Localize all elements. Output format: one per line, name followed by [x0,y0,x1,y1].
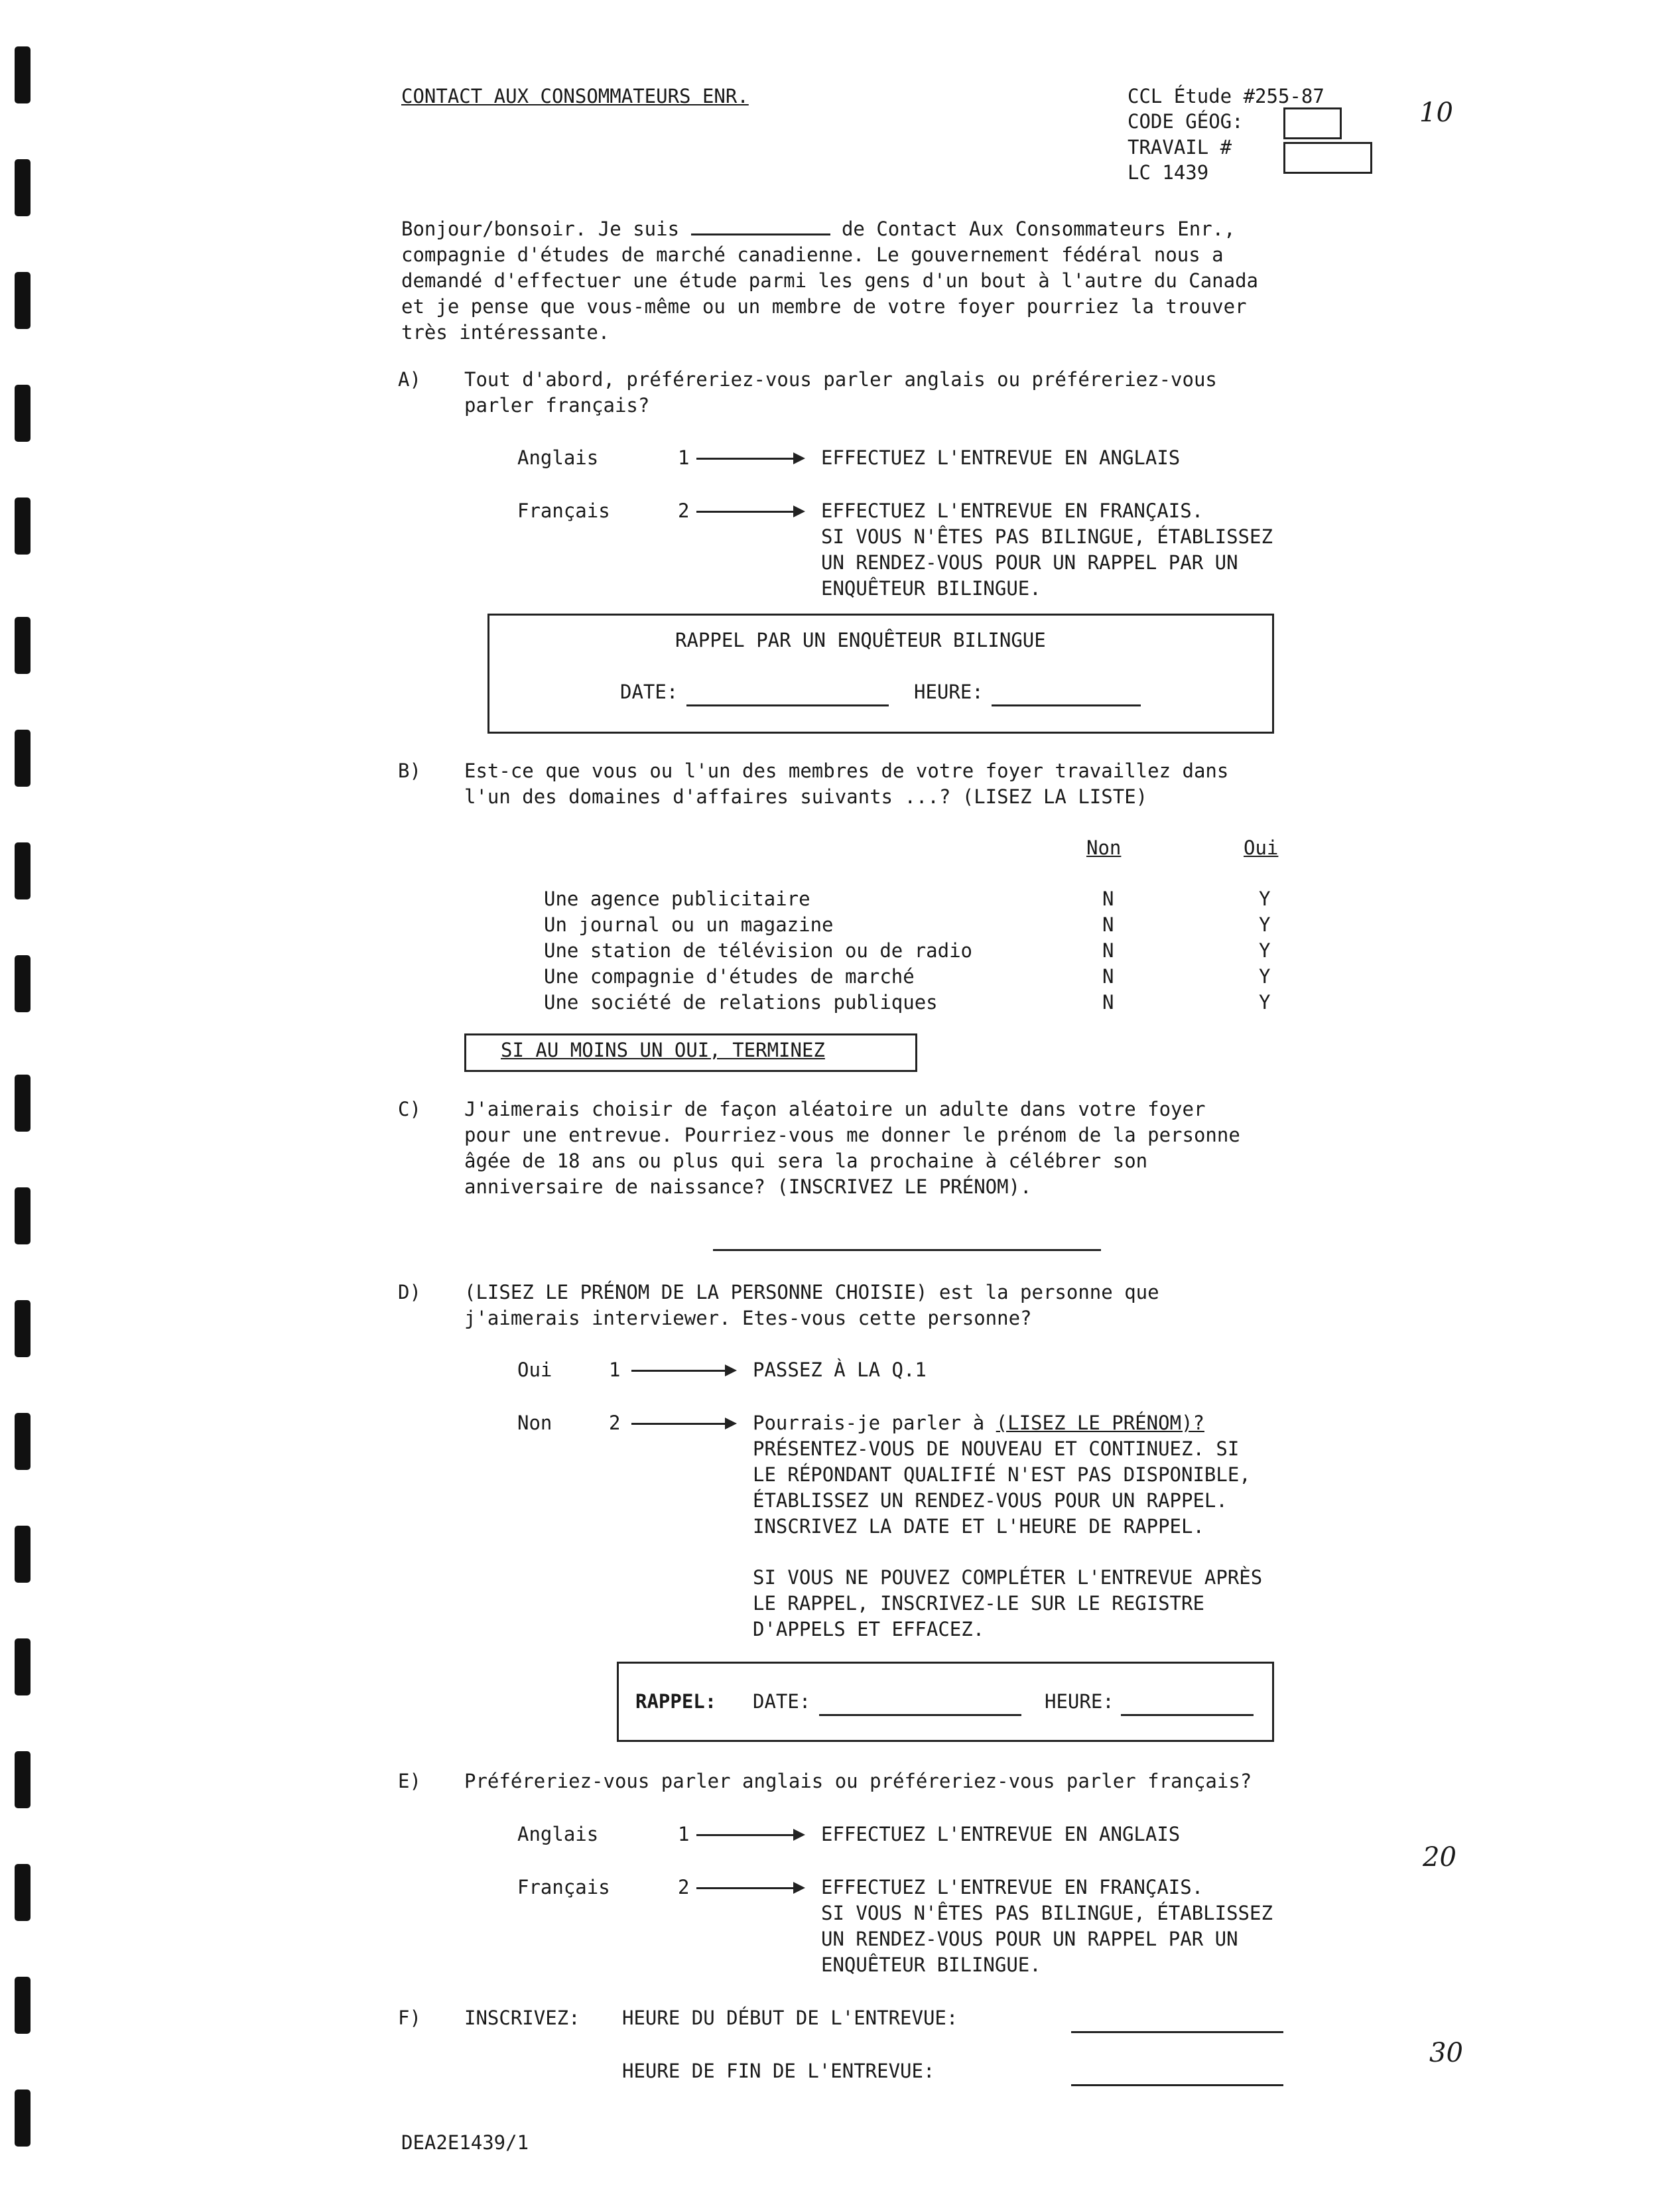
qd-option-2-instruction-4: ÉTABLISSEZ UN RENDEZ-VOUS POUR UN RAPPEL. [753,1489,1228,1512]
footer-code: DEA2E1439/1 [401,2131,529,2154]
qe-option-2-instruction-2: SI VOUS N'ÊTES PAS BILINGUE, ÉTABLISSEZ [821,1902,1273,1924]
qa-option-2-instruction-3: UN RENDEZ-VOUS POUR UN RAPPEL PAR UN [821,551,1238,574]
qa-option-2-instruction-4: ENQUÊTEUR BILINGUE. [821,577,1041,600]
arrow-icon [696,1834,803,1836]
bilingual-callback-title: RAPPEL PAR UN ENQUÊTEUR BILINGUE [675,629,1046,651]
qd-option-2-instruction-1: Pourrais-je parler à (LISEZ LE PRÉNOM)? [753,1412,1204,1434]
qa-option-1-label: Anglais [517,446,599,469]
punch-hole [15,1413,31,1470]
qa-option-2-instruction-2: SI VOUS N'ÊTES PAS BILINGUE, ÉTABLISSEZ [821,525,1273,548]
punch-hole [15,1751,31,1808]
bilingual-callback-time-field[interactable] [992,687,1141,706]
qe-option-2-label: Français [517,1876,610,1898]
bilingual-callback-time-label: HEURE: [914,681,984,703]
column-header-no: Non [1086,836,1122,859]
qe-option-2-instruction-4: ENQUÊTEUR BILINGUE. [821,1954,1041,1976]
intro-line-3: demandé d'effectuer une étude parmi les gens d'un bout à l'autre du Canada [401,269,1259,292]
question-c-line-4: anniversaire de naissance? (INSCRIVEZ LE PRÉNOM). [464,1175,1032,1198]
punch-hole [15,498,31,555]
question-a-label: A) [398,368,421,391]
question-b-line-2: l'un des domaines d'affaires suivants ...? (LISEZ LA LISTE) [464,785,1148,808]
margin-note-middle: 20 [1423,1842,1456,1873]
qe-option-1-label: Anglais [517,1823,599,1845]
question-b-line-1: Est-ce que vous ou l'un des membres de votre foyer travaillez dans [464,760,1229,782]
qa-option-1-instruction: EFFECTUEZ L'ENTREVUE EN ANGLAIS [821,446,1181,469]
answer-yes-code[interactable]: Y [1259,913,1271,936]
qd-option-1-label: Oui [517,1359,552,1381]
callback-time-field[interactable] [1121,1697,1254,1716]
question-a-line-1: Tout d'abord, préféreriez-vous parler anglais ou préféreriez-vous [464,368,1217,391]
column-header-yes: Oui [1244,836,1279,859]
punch-hole [15,1638,31,1695]
lc-number: LC 1439 [1128,161,1209,184]
question-c-line-1: J'aimerais choisir de façon aléatoire un adulte dans votre foyer [464,1098,1206,1120]
arrow-icon [696,511,803,513]
end-time-label: HEURE DE FIN DE L'ENTREVUE: [622,2060,935,2082]
qe-option-1-code[interactable]: 1 [678,1823,690,1845]
intro-line-2: compagnie d'études de marché canadienne. Le gouvernement fédéral nous a [401,243,1224,266]
question-c-line-2: pour une entrevue. Pourriez-vous me donner le prénom de la personne [464,1124,1240,1146]
qd-option-2-instruction-8: D'APPELS ET EFFACEZ. [753,1618,985,1640]
geo-code-box[interactable] [1283,107,1342,139]
punch-hole [15,272,31,329]
punch-hole [15,1300,31,1357]
punch-hole [15,842,31,899]
qa-option-2-instruction-1: EFFECTUEZ L'ENTREVUE EN FRANÇAIS. [821,499,1204,522]
question-d-label: D) [398,1281,421,1303]
arrow-icon [631,1423,734,1425]
job-label: TRAVAIL # [1128,136,1232,159]
punch-hole [15,1526,31,1583]
arrow-icon [696,1887,803,1889]
answer-yes-code[interactable]: Y [1259,991,1271,1014]
qd-option-2-instruction-7: LE RAPPEL, INSCRIVEZ-LE SUR LE REGISTRE [753,1592,1204,1615]
end-time-field[interactable] [1071,2067,1283,2086]
qd-option-2-instruction-5: INSCRIVEZ LA DATE ET L'HEURE DE RAPPEL. [753,1515,1204,1538]
margin-note-bottom: 30 [1429,2038,1463,2068]
answer-yes-code[interactable]: Y [1259,888,1271,910]
terminate-instruction: SI AU MOINS UN OUI, TERMINEZ [501,1039,825,1061]
arrow-icon [696,458,803,460]
punch-hole [15,385,31,442]
question-a-line-2: parler français? [464,394,650,417]
bilingual-callback-date-label: DATE: [620,681,678,703]
job-number-box[interactable] [1283,142,1372,174]
first-name-field[interactable] [713,1232,1101,1251]
business-sector-label: Une société de relations publiques [544,991,938,1014]
question-c-label: C) [398,1098,421,1120]
question-d-line-2: j'aimerais interviewer. Etes-vous cette personne? [464,1307,1032,1329]
start-time-label: HEURE DU DÉBUT DE L'ENTREVUE: [622,2007,958,2029]
intro-line-1: Bonjour/bonsoir. Je suis de Contact Aux Consommateurs Enr., [401,218,1236,240]
qa-option-1-code[interactable]: 1 [678,446,690,469]
business-sector-label: Un journal ou un magazine [544,913,834,936]
qa-option-2-code[interactable]: 2 [678,499,690,522]
punch-hole [15,1864,31,1921]
geo-code-label: CODE GÉOG: [1128,110,1244,133]
business-sector-label: Une compagnie d'études de marché [544,965,915,988]
punch-hole [15,1187,31,1244]
callback-date-field[interactable] [819,1697,1021,1716]
interviewer-name-blank[interactable] [691,216,830,235]
question-e-label: E) [398,1770,421,1792]
company-name: CONTACT AUX CONSOMMATEURS ENR. [401,85,749,107]
answer-no-code[interactable]: N [1102,913,1114,936]
punch-hole [15,46,31,103]
punch-hole [15,617,31,674]
question-e-line-1: Préféreriez-vous parler anglais ou préféreriez-vous parler français? [464,1770,1252,1792]
qe-option-2-instruction-1: EFFECTUEZ L'ENTREVUE EN FRANÇAIS. [821,1876,1204,1898]
answer-yes-code[interactable]: Y [1259,965,1271,988]
punch-hole [15,2090,31,2147]
callback-time-label: HEURE: [1045,1690,1114,1713]
arrow-icon [631,1370,734,1372]
start-time-field[interactable] [1071,2014,1283,2033]
punch-hole [15,955,31,1012]
qe-option-2-code[interactable]: 2 [678,1876,690,1898]
intro-line-4: et je pense que vous-même ou un membre de votre foyer pourriez la trouver [401,295,1247,318]
answer-no-code[interactable]: N [1102,939,1114,962]
punch-hole [15,1977,31,2034]
qd-option-2-instruction-6: SI VOUS NE POUVEZ COMPLÉTER L'ENTREVUE APRÈS [753,1566,1263,1589]
question-b-label: B) [398,760,421,782]
qd-option-1-instruction: PASSEZ À LA Q.1 [753,1359,927,1381]
question-c-line-3: âgée de 18 ans ou plus qui sera la prochaine à célébrer son [464,1150,1148,1172]
answer-no-code[interactable]: N [1102,965,1114,988]
punch-hole [15,159,31,216]
bilingual-callback-date-field[interactable] [686,687,889,706]
qe-option-2-instruction-3: UN RENDEZ-VOUS POUR UN RAPPEL PAR UN [821,1928,1238,1950]
qd-option-2-label: Non [517,1412,552,1434]
business-sector-label: Une station de télévision ou de radio [544,939,973,962]
qa-option-2-label: Français [517,499,610,522]
margin-note-top: 10 [1419,98,1453,128]
answer-no-code[interactable]: N [1102,888,1114,910]
qd-option-2-instruction-3: LE RÉPONDANT QUALIFIÉ N'EST PAS DISPONIBLE, [753,1463,1251,1486]
callback-date-label: DATE: [753,1690,811,1713]
punch-hole [15,730,31,787]
answer-yes-code[interactable]: Y [1259,939,1271,962]
callback-label: RAPPEL: [635,1690,717,1713]
punch-hole [15,1075,31,1132]
question-d-line-1: (LISEZ LE PRÉNOM DE LA PERSONNE CHOISIE) est la personne que [464,1281,1159,1303]
qe-option-1-instruction: EFFECTUEZ L'ENTREVUE EN ANGLAIS [821,1823,1181,1845]
answer-no-code[interactable]: N [1102,991,1114,1014]
qd-option-2-code[interactable]: 2 [609,1412,621,1434]
intro-line-5: très intéressante. [401,321,610,344]
study-number: CCL Étude #255-87 [1128,85,1325,107]
business-sector-label: Une agence publicitaire [544,888,810,910]
question-f-instruction: INSCRIVEZ: [464,2007,580,2029]
qd-option-2-instruction-2: PRÉSENTEZ-VOUS DE NOUVEAU ET CONTINUEZ. SI [753,1437,1240,1460]
question-f-label: F) [398,2007,421,2029]
qd-option-1-code[interactable]: 1 [609,1359,621,1381]
